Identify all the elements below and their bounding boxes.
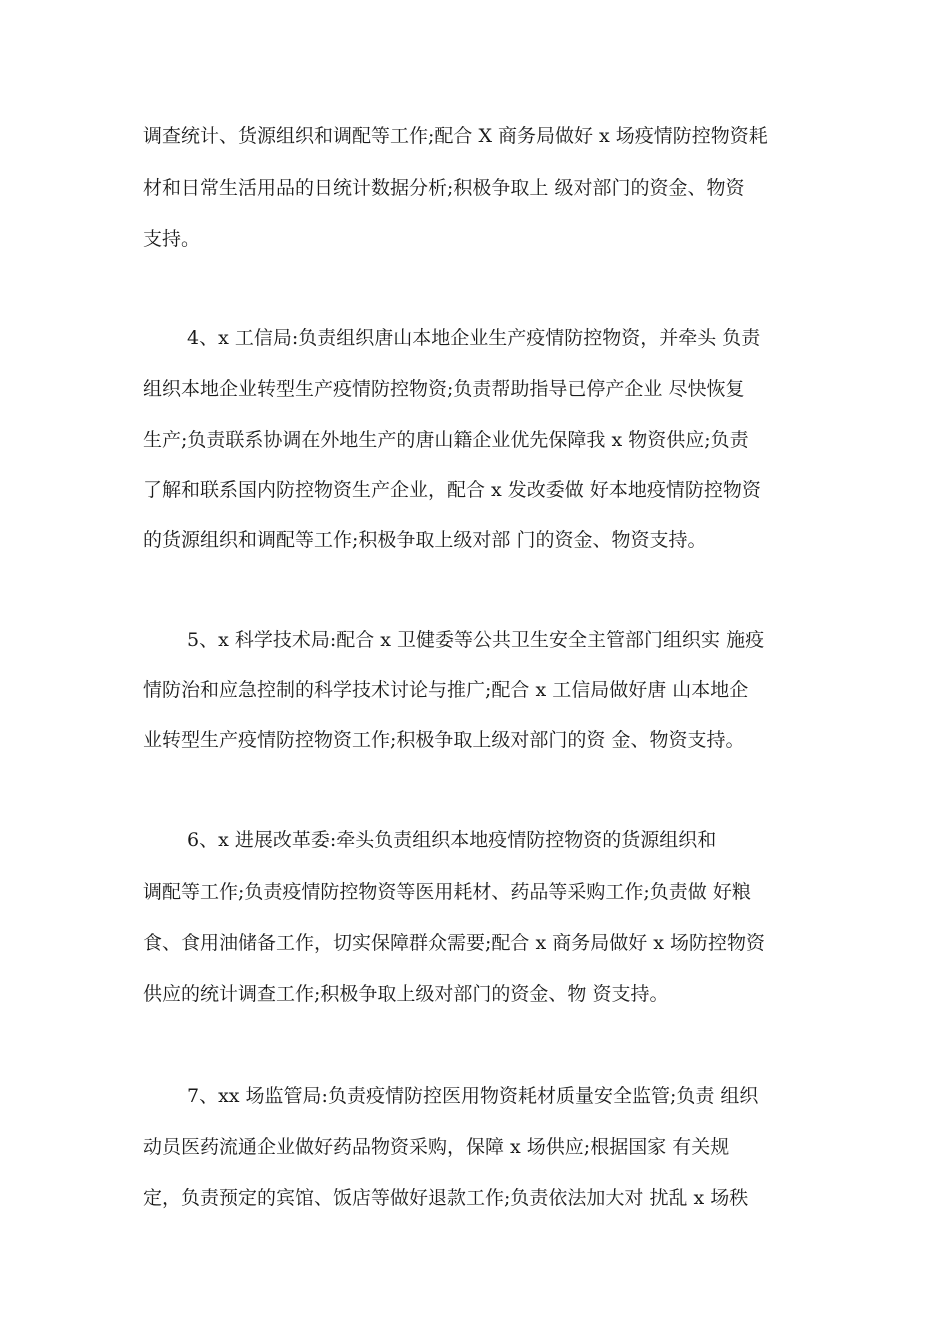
text-line: 支持。: [143, 228, 201, 250]
text-line: 生产;负责联系协调在外地生产的唐山籍企业优先保障我 x 物资供应;负责: [143, 429, 749, 451]
text-line: 材和日常生活用品的日统计数据分析;积极争取上 级对部门的资金、物资: [143, 177, 745, 199]
text-line: 6、x 进展改革委:牵头负责组织本地疫情防控物资的货源组织和: [187, 829, 717, 851]
text-line: 调查统计、货源组织和调配等工作;配合 X 商务局做好 x 场疫情防控物资耗: [143, 125, 768, 147]
text-line: 的货源组织和调配等工作;积极争取上级对部 门的资金、物资支持。: [143, 529, 707, 551]
text-line: 7、xx 场监管局:负责疫情防控医用物资耗材质量安全监管;负责 组织: [187, 1085, 759, 1107]
text-line: 组织本地企业转型生产疫情防控物资;负责帮助指导已停产企业 尽快恢复: [143, 378, 745, 400]
text-line: 食、食用油储备工作，切实保障群众需要;配合 x 商务局做好 x 场防控物资: [143, 932, 765, 954]
text-line: 情防治和应急控制的科学技术讨论与推广;配合 x 工信局做好唐 山本地企: [143, 679, 749, 701]
text-line: 了解和联系国内防控物资生产企业，配合 x 发改委做 好本地疫情防控物资: [143, 479, 761, 501]
text-line: 业转型生产疫情防控物资工作;积极争取上级对部门的资 金、物资支持。: [143, 729, 745, 751]
text-line: 定，负责预定的宾馆、饭店等做好退款工作;负责依法加大对 扰乱 x 场秩: [143, 1187, 749, 1209]
text-line: 动员医药流通企业做好药品物资采购，保障 x 场供应;根据国家 有关规: [143, 1136, 730, 1158]
text-line: 5、x 科学技术局:配合 x 卫健委等公共卫生安全主管部门组织实 施疫: [187, 629, 765, 651]
text-line: 调配等工作;负责疫情防控物资等医用耗材、药品等采购工作;负责做 好粮: [143, 881, 751, 903]
text-line: 供应的统计调查工作;积极争取上级对部门的资金、物 资支持。: [143, 983, 669, 1005]
text-line: 4、x 工信局:负责组织唐山本地企业生产疫情防控物资，并牵头 负责: [187, 327, 761, 349]
